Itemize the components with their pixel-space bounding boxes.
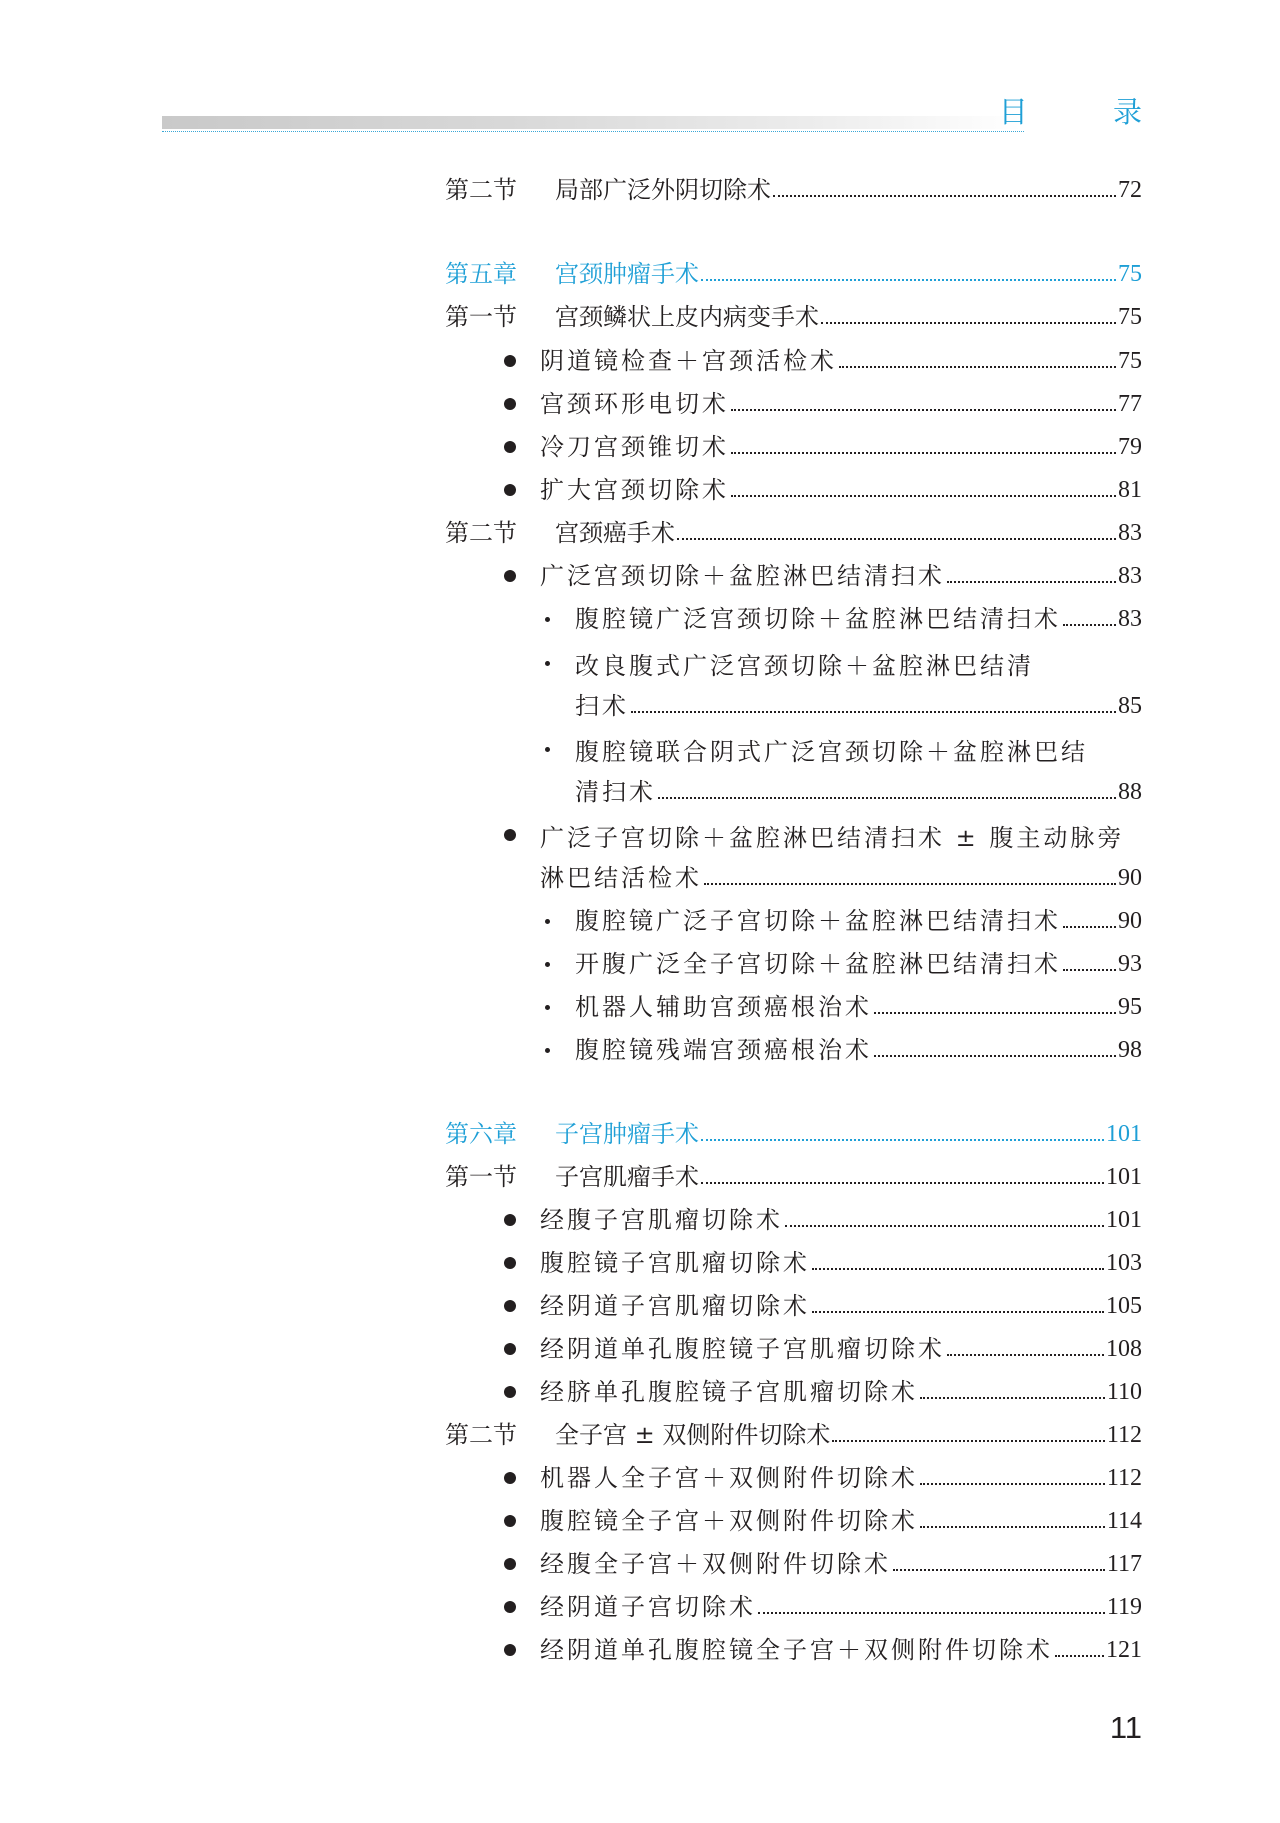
bullet-icon [504,484,516,496]
dot-leader [704,883,1116,885]
item-title-continuation: 淋巴结活检术 [540,864,702,892]
dot-leader [893,1569,1105,1571]
subitem-title: 腹腔镜联合阴式广泛宫颈切除＋盆腔淋巴结 [575,737,1088,766]
item-title: 宫颈环形电切术 [540,390,729,418]
page-reference: 85 [1118,693,1142,719]
toc-section-row[interactable] [445,511,1142,555]
toc-item-row[interactable] [540,1499,1142,1543]
page-reference: 101 [1106,1164,1142,1190]
toc-subitem-row[interactable] [575,597,1142,641]
item-title: 广泛子宫切除＋盆腔淋巴结清扫术 ± 腹主动脉旁 [540,823,1125,852]
toc-item-row[interactable] [540,1542,1142,1586]
section-title: 局部广泛外阴切除术 [555,176,771,204]
bullet-icon [504,1558,516,1570]
page-reference: 81 [1118,477,1142,503]
section-title: 宫颈癌手术 [555,519,675,547]
toc-item-row[interactable] [540,1284,1142,1328]
toc-section-row[interactable] [445,1155,1142,1199]
bullet-icon [504,1601,516,1613]
dot-leader [731,452,1116,454]
bullet-icon [504,570,516,582]
page-reference: 88 [1118,779,1142,805]
item-title: 经腹子宫肌瘤切除术 [540,1206,783,1234]
dot-leader [773,195,1116,197]
dot-leader [874,1012,1116,1014]
bullet-icon [504,829,516,841]
dot-leader [758,1612,1105,1614]
item-title: 经脐单孔腹腔镜子宫肌瘤切除术 [540,1378,918,1406]
page-reference: 75 [1118,348,1142,374]
bullet-icon [504,1214,516,1226]
toc-subitem-row[interactable] [575,985,1142,1029]
dot-leader [832,1440,1105,1442]
page-reference: 105 [1106,1293,1142,1319]
small-bullet-icon [545,1048,550,1053]
subitem-title-continuation: 扫术 [575,692,629,720]
dot-leader [839,366,1116,368]
toc-item-row[interactable] [540,1628,1142,1672]
page-reference: 103 [1106,1250,1142,1276]
subitem-title: 改良腹式广泛宫颈切除＋盆腔淋巴结清 [575,651,1034,680]
page-reference: 112 [1106,1465,1142,1491]
chapter-number: 第六章 [445,1120,517,1148]
toc-subitem-row[interactable] [575,899,1142,943]
page-reference: 83 [1118,606,1142,632]
page-reference: 117 [1106,1551,1142,1577]
page-reference: 121 [1106,1637,1142,1663]
page-reference: 101 [1106,1121,1142,1147]
section-number: 第一节 [445,303,517,331]
page-reference: 79 [1118,434,1142,460]
toc-item-row[interactable] [540,554,1142,598]
page-reference: 83 [1118,563,1142,589]
toc-section-row[interactable] [445,1413,1142,1457]
dot-leader [874,1055,1116,1057]
toc-subitem-first-line[interactable] [575,641,1034,685]
page-reference: 95 [1118,994,1142,1020]
toc-subitem-continuation[interactable] [575,770,1142,814]
bullet-icon [504,1515,516,1527]
toc-chapter-row[interactable] [445,252,1142,296]
item-title: 经阴道子宫切除术 [540,1593,756,1621]
section-number: 第二节 [445,519,517,547]
toc-item-row[interactable] [540,1585,1142,1629]
dot-leader [1063,969,1116,971]
small-bullet-icon [545,617,550,622]
section-title: 宫颈鳞状上皮内病变手术 [555,303,819,331]
page-reference: 75 [1118,261,1142,287]
dot-leader [701,279,1116,281]
dot-leader [731,409,1116,411]
page-reference: 114 [1106,1508,1142,1534]
subitem-title: 腹腔镜广泛子宫切除＋盆腔淋巴结清扫术 [575,907,1061,935]
item-title: 经腹全子宫＋双侧附件切除术 [540,1550,891,1578]
toc-item-row[interactable] [540,1198,1142,1242]
bullet-icon [504,398,516,410]
bullet-icon [504,441,516,453]
dot-leader [812,1311,1104,1313]
dot-leader [701,1182,1104,1184]
dot-leader [658,797,1116,799]
toc-item-row[interactable] [540,1327,1142,1371]
page-reference: 72 [1118,177,1142,203]
item-title: 经阴道单孔腹腔镜全子宫＋双侧附件切除术 [540,1636,1053,1664]
page-reference: 98 [1118,1037,1142,1063]
dot-leader [947,581,1116,583]
dot-leader [812,1268,1104,1270]
small-bullet-icon [545,661,550,666]
item-title: 阴道镜检查＋宫颈活检术 [540,347,837,375]
toc-subitem-first-line[interactable] [575,727,1088,771]
chapter-number: 第五章 [445,260,517,288]
page-reference: 83 [1118,520,1142,546]
item-title: 冷刀宫颈锥切术 [540,433,729,461]
toc-subitem-continuation[interactable] [575,684,1142,728]
toc-item-row[interactable] [540,468,1142,512]
section-number: 第一节 [445,1163,517,1191]
dot-leader [1063,926,1116,928]
page-reference: 90 [1118,865,1142,891]
dot-leader [947,1354,1104,1356]
section-title: 子宫肌瘤手术 [555,1163,699,1191]
dot-leader [701,1139,1104,1141]
toc-item-continuation[interactable] [540,856,1142,900]
section-number: 第二节 [445,1421,517,1449]
toc-item-row[interactable] [540,425,1142,469]
dot-leader [631,711,1116,713]
toc-section-row[interactable] [445,295,1142,339]
dot-leader [1055,1655,1104,1657]
page-reference: 93 [1118,951,1142,977]
chapter-title: 宫颈肿瘤手术 [555,260,699,288]
subitem-title: 开腹广泛全子宫切除＋盆腔淋巴结清扫术 [575,950,1061,978]
toc-subitem-row[interactable] [575,942,1142,986]
toc-item-first-line[interactable] [540,813,1124,857]
bullet-icon [504,1300,516,1312]
toc-item-row[interactable] [540,339,1142,383]
bullet-icon [504,1644,516,1656]
bullet-icon [504,1472,516,1484]
dot-leader [821,322,1116,324]
item-title: 扩大宫颈切除术 [540,476,729,504]
bullet-icon [504,355,516,367]
item-title: 腹腔镜子宫肌瘤切除术 [540,1249,810,1277]
section-title: 全子宫 ± 双侧附件切除术 [555,1421,831,1449]
bullet-icon [504,1386,516,1398]
toc-chapter-row[interactable] [445,1112,1142,1156]
page-reference: 112 [1106,1422,1142,1448]
dot-leader [731,495,1116,497]
toc-item-row[interactable] [540,1241,1142,1285]
page-reference: 110 [1106,1379,1142,1405]
item-title: 腹腔镜全子宫＋双侧附件切除术 [540,1507,918,1535]
bullet-icon [504,1257,516,1269]
running-header-title: 目 录 [998,95,1180,129]
bullet-icon [504,1343,516,1355]
subitem-title: 腹腔镜残端宫颈癌根治术 [575,1036,872,1064]
dot-leader [920,1483,1105,1485]
small-bullet-icon [545,962,550,967]
page-reference: 77 [1118,391,1142,417]
subitem-title-continuation: 清扫术 [575,778,656,806]
small-bullet-icon [545,919,550,924]
toc-item-row[interactable] [540,1456,1142,1500]
chapter-title: 子宫肿瘤手术 [555,1120,699,1148]
toc-item-row[interactable] [540,382,1142,426]
dot-leader [677,538,1116,540]
subitem-title: 机器人辅助宫颈癌根治术 [575,993,872,1021]
small-bullet-icon [545,747,550,752]
page-reference: 90 [1118,908,1142,934]
toc-section-row[interactable] [445,168,1142,212]
dot-leader [920,1397,1105,1399]
page-number: 11 [1109,1710,1142,1745]
dot-leader [1063,624,1116,626]
dot-leader [785,1225,1104,1227]
page-reference: 119 [1106,1594,1142,1620]
toc-item-row[interactable] [540,1370,1142,1414]
page-reference: 108 [1106,1336,1142,1362]
subitem-title: 腹腔镜广泛宫颈切除＋盆腔淋巴结清扫术 [575,605,1061,633]
toc-subitem-row[interactable] [575,1028,1142,1072]
item-title: 机器人全子宫＋双侧附件切除术 [540,1464,918,1492]
item-title: 经阴道单孔腹腔镜子宫肌瘤切除术 [540,1335,945,1363]
item-title: 广泛宫颈切除＋盆腔淋巴结清扫术 [540,562,945,590]
item-title: 经阴道子宫肌瘤切除术 [540,1292,810,1320]
section-number: 第二节 [445,176,517,204]
dot-leader [920,1526,1105,1528]
page-reference: 101 [1106,1207,1142,1233]
page-reference: 75 [1118,304,1142,330]
small-bullet-icon [545,1005,550,1010]
